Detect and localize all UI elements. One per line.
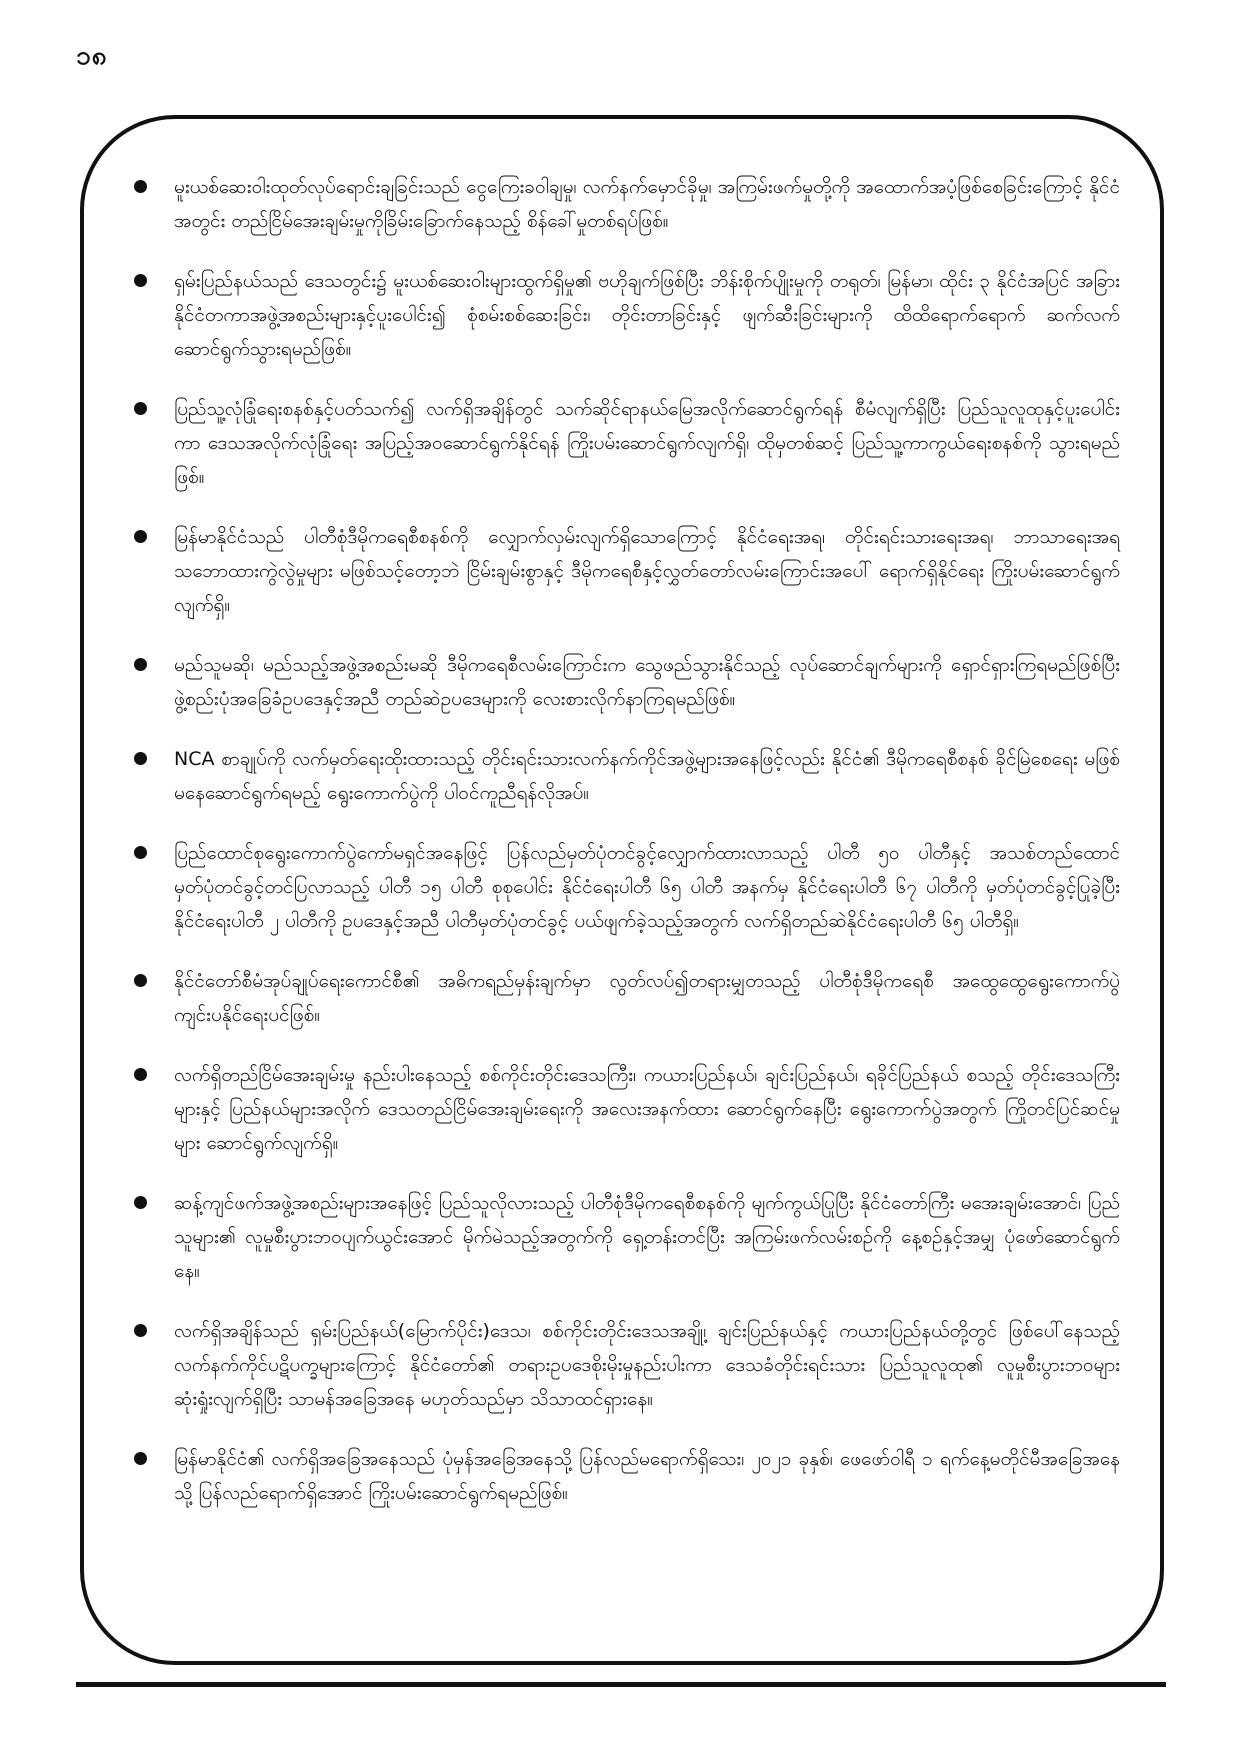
bullet-text: NCA စာချုပ်ကို လက်မှတ်ရေးထိုးထားသည့် တိုင်းရင်းသားလက်နက်ကိုင်အဖွဲ့များအနေဖြင့်လည်း နိုင်ငံ၏ ဒီမိုကရေစီစနစ် ခိုင်မြဲစေရေး မဖြစ်မနေဆောင်ရွက်ရမည့် ရွေးကောက်ပွဲကို ပါဝင်ကူညီရန်လိုအပ်။ (174, 748, 1120, 804)
bullet-dot-icon (134, 1196, 147, 1209)
list-item (130, 964, 1120, 1032)
bullet-dot-icon (134, 1068, 147, 1081)
bullet-text: မည်သူမဆို၊ မည်သည့်အဖွဲ့အစည်းမဆို ဒီမိုကရေစီလမ်းကြောင်းက သွေဖည်သွားနိုင်သည့် လုပ်ဆောင်ချက်များကို ရှောင်ရှားကြရမည်ဖြစ်ပြီး ဖွဲ့စည်းပုံအခြေခံဥပဒေနှင့်အညီ တည်ဆဲဥပဒေများကို လေးစားလိုက်နာကြရမည်ဖြစ်။ (174, 654, 1120, 710)
bullet-dot-icon (134, 274, 147, 287)
list-item (130, 264, 1120, 366)
bullet-dot-icon (134, 402, 147, 415)
bullet-text: ရှမ်းပြည်နယ်သည် ဒေသတွင်း၌ မူးယစ်ဆေးဝါးများထွက်ရှိမှု၏ ဗဟိုချက်ဖြစ်ပြီး ဘိန်းစိုက်ပျိုးမှုကို တရုတ်၊ မြန်မာ၊ ထိုင်း ၃ နိုင်ငံအပြင် အခြားနိုင်ငံတကာအဖွဲ့အစည်းများနှင့်ပူးပေါင်း၍ စုံစမ်းစစ်ဆေးခြင်း၊ တိုင်းတာခြင်းနှင့် ဖျက်ဆီးခြင်းများကို ထိထိရောက်ရောက် ဆက်လက်ဆောင်ရွက်သွားရမည်ဖြစ်။ (174, 270, 1120, 360)
list-item (130, 836, 1120, 938)
bullet-dot-icon (134, 974, 147, 987)
bullet-dot-icon (134, 1452, 147, 1465)
bullet-dot-icon (134, 752, 147, 765)
list-item (130, 1058, 1120, 1160)
page-number: ၁၈ (76, 41, 108, 71)
bullet-list (130, 170, 1120, 1536)
list-item (130, 520, 1120, 622)
bullet-dot-icon (134, 530, 147, 543)
bullet-dot-icon (134, 846, 147, 859)
bullet-text: နိုင်ငံတော်စီမံအုပ်ချုပ်ရေးကောင်စီ၏ အဓိကရည်မှန်းချက်မှာ လွတ်လပ်၍တရားမျှတသည့် ပါတီစုံဒီမိုကရေစီ အထွေထွေရွေးကောက်ပွဲ ကျင်းပနိုင်ရေးပင်ဖြစ်။ (174, 970, 1120, 1026)
bullet-text: ပြည်ထောင်စုရွေးကောက်ပွဲကော်မရှင်အနေဖြင့် ပြန်လည်မှတ်ပုံတင်ခွင့်လျှောက်ထားလာသည့် ပါတီ ၅၀ ပါတီနှင့် အသစ်တည်ထောင်မှတ်ပုံတင်ခွင့်တင်ပြလာသည့် ပါတီ ၁၅ ပါတီ စုစုပေါင်း နိုင်ငံရေးပါတီ ၆၅ ပါတီ အနက်မှ နိုင်ငံရေးပါတီ ၆၇ ပါတီကို မှတ်ပုံတင်ခွင့်ပြုခဲ့ပြီး နိုင်ငံရေးပါတီ ၂ ပါတီကို ဥပဒေနှင့်အညီ ပါတီမှတ်ပုံတင်ခွင့် ပယ်ဖျက်ခဲ့သည့်အတွက် လက်ရှိတည်ဆဲနိုင်ငံရေးပါတီ ၆၅ ပါတီရှိ။ (174, 842, 1120, 932)
list-item (130, 1186, 1120, 1288)
bullet-text: မြန်မာနိုင်ငံသည် ပါတီစုံဒီမိုကရေစီစနစ်ကို လျှောက်လှမ်းလျက်ရှိသောကြောင့် နိုင်ငံရေးအရ၊ တိုင်းရင်းသားရေးအရ၊ ဘာသာရေးအရ သဘောထားကွဲလွဲမှုများ မဖြစ်သင့်တော့ဘဲ ငြိမ်းချမ်းစွာနှင့် ဒီမိုကရေစီနှင့်လွှတ်တော်လမ်းကြောင်းအပေါ် ရောက်ရှိနိုင်ရေး ကြိုးပမ်းဆောင်ရွက်လျက်ရှိ။ (174, 526, 1120, 616)
list-item (130, 1442, 1120, 1510)
bullet-text: ပြည်သူ့လုံခြုံရေးစနစ်နှင့်ပတ်သက်၍ လက်ရှိအချိန်တွင် သက်ဆိုင်ရာနယ်မြေအလိုက်ဆောင်ရွက်ရန် စီမံလျက်ရှိပြီး ပြည်သူလူထုနှင့်ပူးပေါင်းကာ ဒေသအလိုက်လုံခြုံရေး အပြည့်အဝဆောင်ရွက်နိုင်ရန် ကြိုးပမ်းဆောင်ရွက်လျက်ရှိ၊ ထိုမှတစ်ဆင့် ပြည်သူ့ကာကွယ်ရေးစနစ်ကို သွားရမည်ဖြစ်။ (174, 398, 1120, 488)
bullet-text: မူးယစ်ဆေးဝါးထုတ်လုပ်ရောင်းချခြင်းသည် ငွေကြေးခဝါချမှု၊ လက်နက်မှောင်ခိုမှု၊ အကြမ်းဖက်မှုတို့ကို အထောက်အပံ့ဖြစ်စေခြင်းကြောင့် နိုင်ငံအတွင်း တည်ငြိမ်အေးချမ်းမှုကိုခြိမ်းခြောက်နေသည့် စိန်ခေါ်မှုတစ်ရပ်ဖြစ်။ (174, 176, 1120, 232)
bullet-text: မြန်မာနိုင်ငံ၏ လက်ရှိအခြေအနေသည် ပုံမှန်အခြေအနေသို့ ပြန်လည်မရောက်ရှိသေး၊ ၂၀၂၁ ခုနှစ်၊ ဖေဖော်ဝါရီ ၁ ရက်နေ့မတိုင်မီအခြေအနေသို့ ပြန်လည်ရောက်ရှိအောင် ကြိုးပမ်းဆောင်ရွက်ရမည်ဖြစ်။ (174, 1448, 1120, 1504)
list-item (130, 1314, 1120, 1416)
bullet-text: လက်ရှိအချိန်သည် ရှမ်းပြည်နယ်(မြောက်ပိုင်း)ဒေသ၊ စစ်ကိုင်းတိုင်းဒေသအချို့၊ ချင်းပြည်နယ်နှင့် ကယားပြည်နယ်တို့တွင် ဖြစ်ပေါ်နေသည့် လက်နက်ကိုင်ပဋိပက္ခများကြောင့် နိုင်ငံတော်၏ တရားဥပဒေစိုးမိုးမှုနည်းပါးကာ ဒေသခံတိုင်းရင်းသား ပြည်သူလူထု၏ လူမှုစီးပွားဘဝများ ဆုံးရှုံးလျက်ရှိပြီး သာမန်အခြေအနေ မဟုတ်သည်မှာ သိသာထင်ရှားနေ။ (174, 1320, 1120, 1410)
list-item (130, 742, 1120, 810)
bullet-dot-icon (134, 180, 147, 193)
list-item (130, 170, 1120, 238)
list-item (130, 648, 1120, 716)
list-item (130, 392, 1120, 494)
bottom-rule (76, 1682, 1166, 1687)
bullet-text: လက်ရှိတည်ငြိမ်အေးချမ်းမှု နည်းပါးနေသည့် စစ်ကိုင်းတိုင်းဒေသကြီး၊ ကယားပြည်နယ်၊ ချင်းပြည်နယ်၊ ရခိုင်ပြည်နယ် စသည့် တိုင်းဒေသကြီးများနှင့် ပြည်နယ်များအလိုက် ဒေသတည်ငြိမ်အေးချမ်းရေးကို အလေးအနက်ထား ဆောင်ရွက်နေပြီး ရွေးကောက်ပွဲအတွက် ကြိုတင်ပြင်ဆင်မှုများ ဆောင်ရွက်လျက်ရှိ။ (174, 1064, 1120, 1154)
bullet-text: ဆန့်ကျင်ဖက်အဖွဲ့အစည်းများအနေဖြင့် ပြည်သူလိုလားသည့် ပါတီစုံဒီမိုကရေစီစနစ်ကို မျက်ကွယ်ပြုပြီး နိုင်ငံတော်ကြီး မအေးချမ်းအောင်၊ ပြည်သူများ၏ လူမှုစီးပွားဘဝပျက်ယွင်းအောင် မိုက်မဲသည့်အတွက်ကို ရှေ့တန်းတင်ပြီး အကြမ်းဖက်လမ်းစဉ်ကို နေ့စဉ်နှင့်အမျှ ပုံဖော်ဆောင်ရွက်နေ။ (174, 1192, 1120, 1282)
bullet-dot-icon (134, 1324, 147, 1337)
bullet-dot-icon (134, 658, 147, 671)
